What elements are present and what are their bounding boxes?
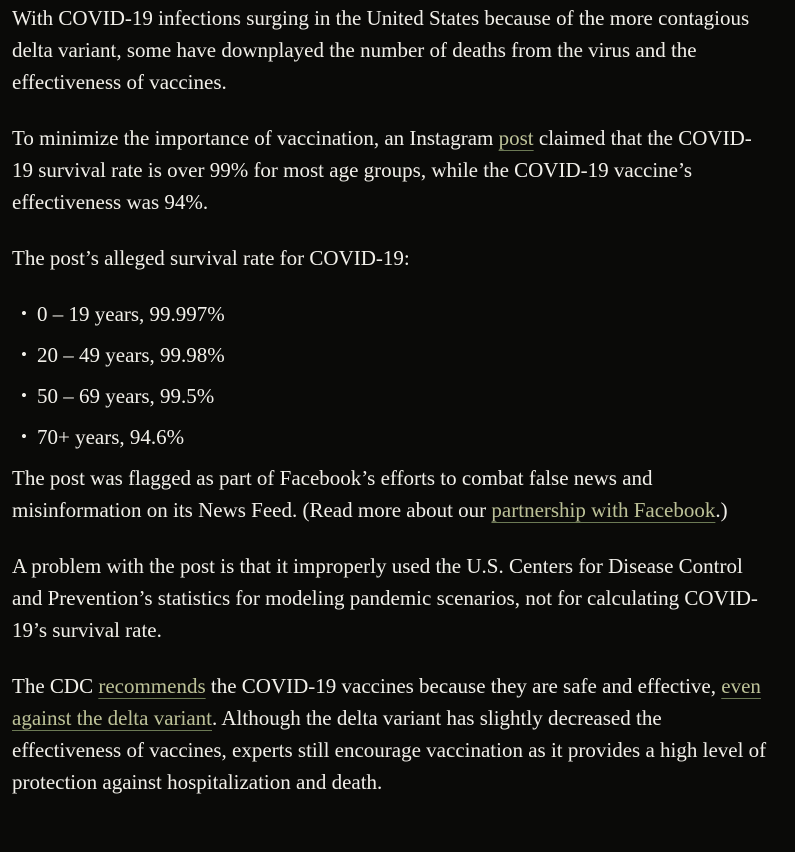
cdc-paragraph xyxy=(12,670,771,798)
cdc-recommends-link[interactable]: recommends xyxy=(98,674,206,698)
instagram-post-link[interactable]: post xyxy=(498,126,534,150)
facebook-partnership-link[interactable]: partnership with Facebook xyxy=(491,498,716,522)
flagged-paragraph xyxy=(12,462,771,526)
paragraph-text: claimed that the COVID-19 survival rate is over 99% for most age groups, while the COVID-19 vaccine’s effectiveness was 94%. xyxy=(12,126,752,214)
survival-rate-list xyxy=(12,298,771,453)
list-item-age-50-69: • 50 – 69 years, 99.5% xyxy=(12,380,771,412)
paragraph-text: To minimize the importance of vaccination, an Instagram xyxy=(12,126,499,150)
delta-variant-link[interactable]: even against the delta variant xyxy=(12,674,761,730)
list-item-age-70-plus: • 70+ years, 94.6% xyxy=(12,421,771,453)
claim-paragraph xyxy=(12,122,771,218)
list-item-age-20-49: • 20 – 49 years, 99.98% xyxy=(12,339,771,371)
survival-rate-intro: The post’s alleged survival rate for COVID-19: xyxy=(12,246,410,270)
paragraph-text: . Although the delta variant has slightly decreased the effectiveness of vaccines, experts still encourage vaccination as it provides a high level of protection against hospitalization and death. xyxy=(12,706,767,794)
problem-paragraph: A problem with the post is that it improperly used the U.S. Centers for Disease Control and Prevention’s statistics for modeling pandemic scenarios, not for calculating COVID-19’s survival rate. xyxy=(12,554,758,642)
paragraph-text: The post was flagged as part of Facebook’s efforts to combat false news and misinformation on its News Feed. (Read more about our xyxy=(12,466,653,522)
paragraph-text: the COVID-19 vaccines because they are safe and effective, xyxy=(205,674,722,698)
list-item-age-0-19: • 0 – 19 years, 99.997% xyxy=(12,298,771,330)
paragraph-text: .) xyxy=(715,498,728,522)
intro-paragraph: With COVID-19 infections surging in the United States because of the more contagious delta variant, some have downplayed the number of deaths from the virus and the effectiveness of vaccines. xyxy=(12,6,750,94)
paragraph-text: The CDC xyxy=(12,674,99,698)
